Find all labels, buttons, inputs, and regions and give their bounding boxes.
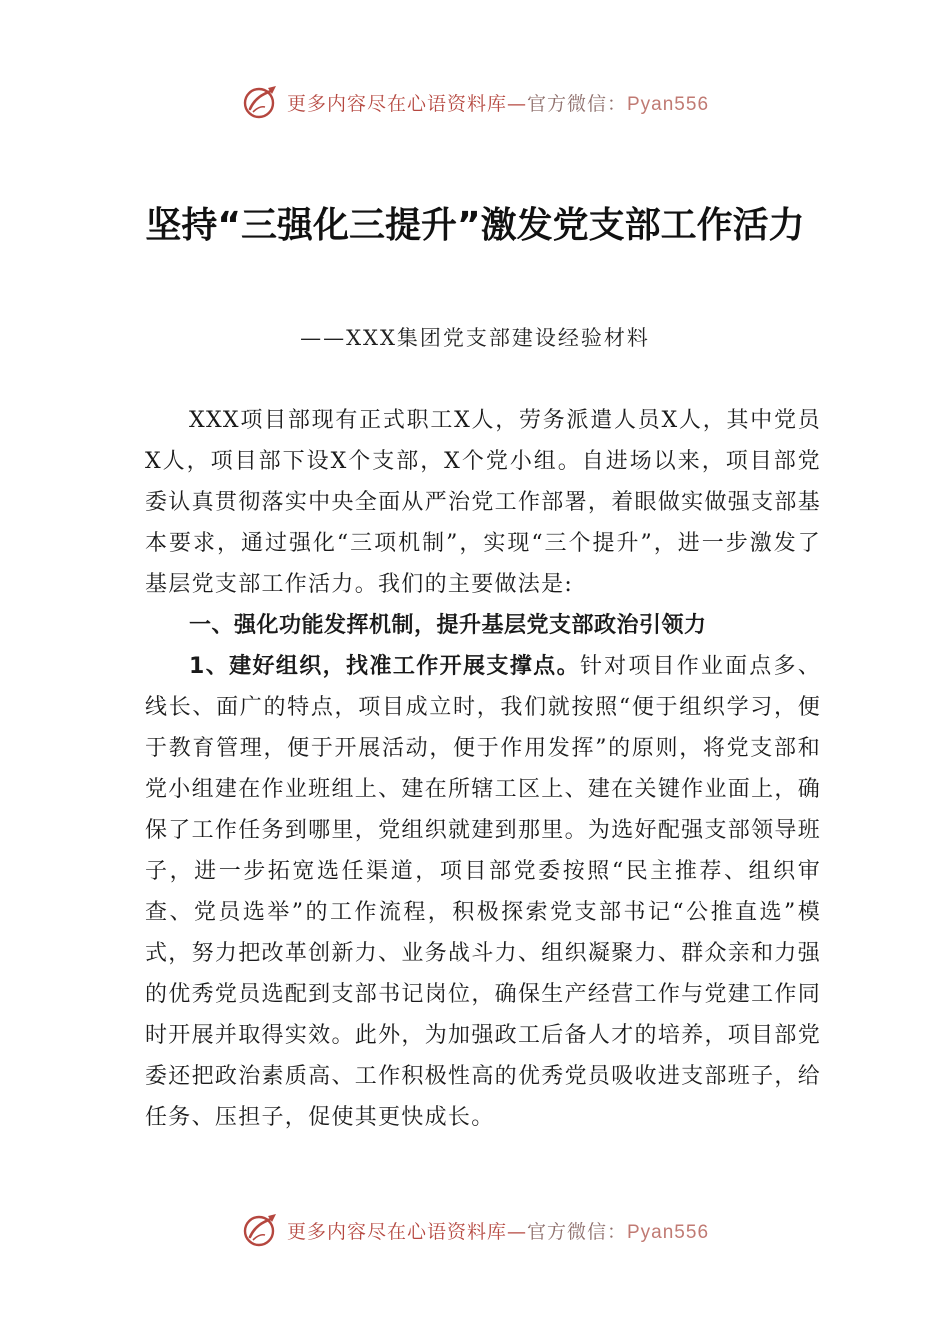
watermark-text — [287, 1217, 709, 1244]
pen-swirl-logo-icon — [241, 82, 281, 122]
document-title: 坚持“三强化三提升”激发党支部工作活力 — [145, 205, 805, 246]
watermark-dash: — — [506, 1220, 527, 1243]
watermark-brand: 更多内容尽在心语资料库 — [286, 1220, 507, 1243]
document-subtitle: ——XXX集团党支部建设经验材料 — [300, 326, 650, 350]
watermark-wechat-account: Pyan556 — [627, 1221, 710, 1243]
watermark-text — [287, 89, 709, 116]
point1-lead: 1、建好组织，找准工作开展支撑点。 — [189, 654, 580, 679]
watermark-wechat-account: Pyan556 — [627, 93, 710, 115]
document-body — [145, 400, 821, 1138]
watermark-dash: — — [506, 92, 527, 115]
watermark-brand: 更多内容尽在心语资料库 — [286, 92, 507, 115]
watermark-banner-top — [0, 80, 950, 124]
section-heading: 一、强化功能发挥机制，提升基层党支部政治引领力 — [189, 613, 707, 638]
point1-body: 针对项目作业面点多、线长、面广的特点，项目成立时，我们就按照“便于组织学习，便于教育管理，便于开展活动，便于作用发挥”的原则，将党支部和党小组建在作业班组上、建在所辖工区上、建在关键作业面上，确保了工作任务到哪里，党组织就建到那里。为选好配强支部领导班子，进一步拓宽选任渠道，项目部党委按照“民主推荐、组织审查、党员选举”的工作流程，积极探索党支部书记“公推直选”模式，努力把改革创新力、业务战斗力、组织凝聚力、群众亲和力强的优秀党员选配到支部书记岗位，确保生产经营工作与党建工作同时开展并取得实效。此外，为加强政工后备人才的培养，项目部党委还把政治素质高、工作积极性高的优秀党员吸收进支部班子，给任务、压担子，促使其更快成长。 — [145, 654, 821, 1130]
intro-paragraph: XXX项目部现有正式职工X人，劳务派遣人员X人，其中党员X人，项目部下设X个支部，X个党小组。自进场以来，项目部党委认真贯彻落实中央全面从严治党工作部署，着眼做实做强支部基本要求，通过强化“三项机制”，实现“三个提升”，进一步激发了基层党支部工作活力。我们的主要做法是: — [145, 408, 821, 597]
watermark-wechat-label: 官方微信： — [526, 92, 627, 115]
pen-swirl-logo-icon — [241, 1210, 281, 1250]
point1-paragraph — [145, 646, 821, 1138]
watermark-banner-bottom — [0, 1208, 950, 1252]
watermark-wechat-label: 官方微信： — [526, 1220, 627, 1243]
